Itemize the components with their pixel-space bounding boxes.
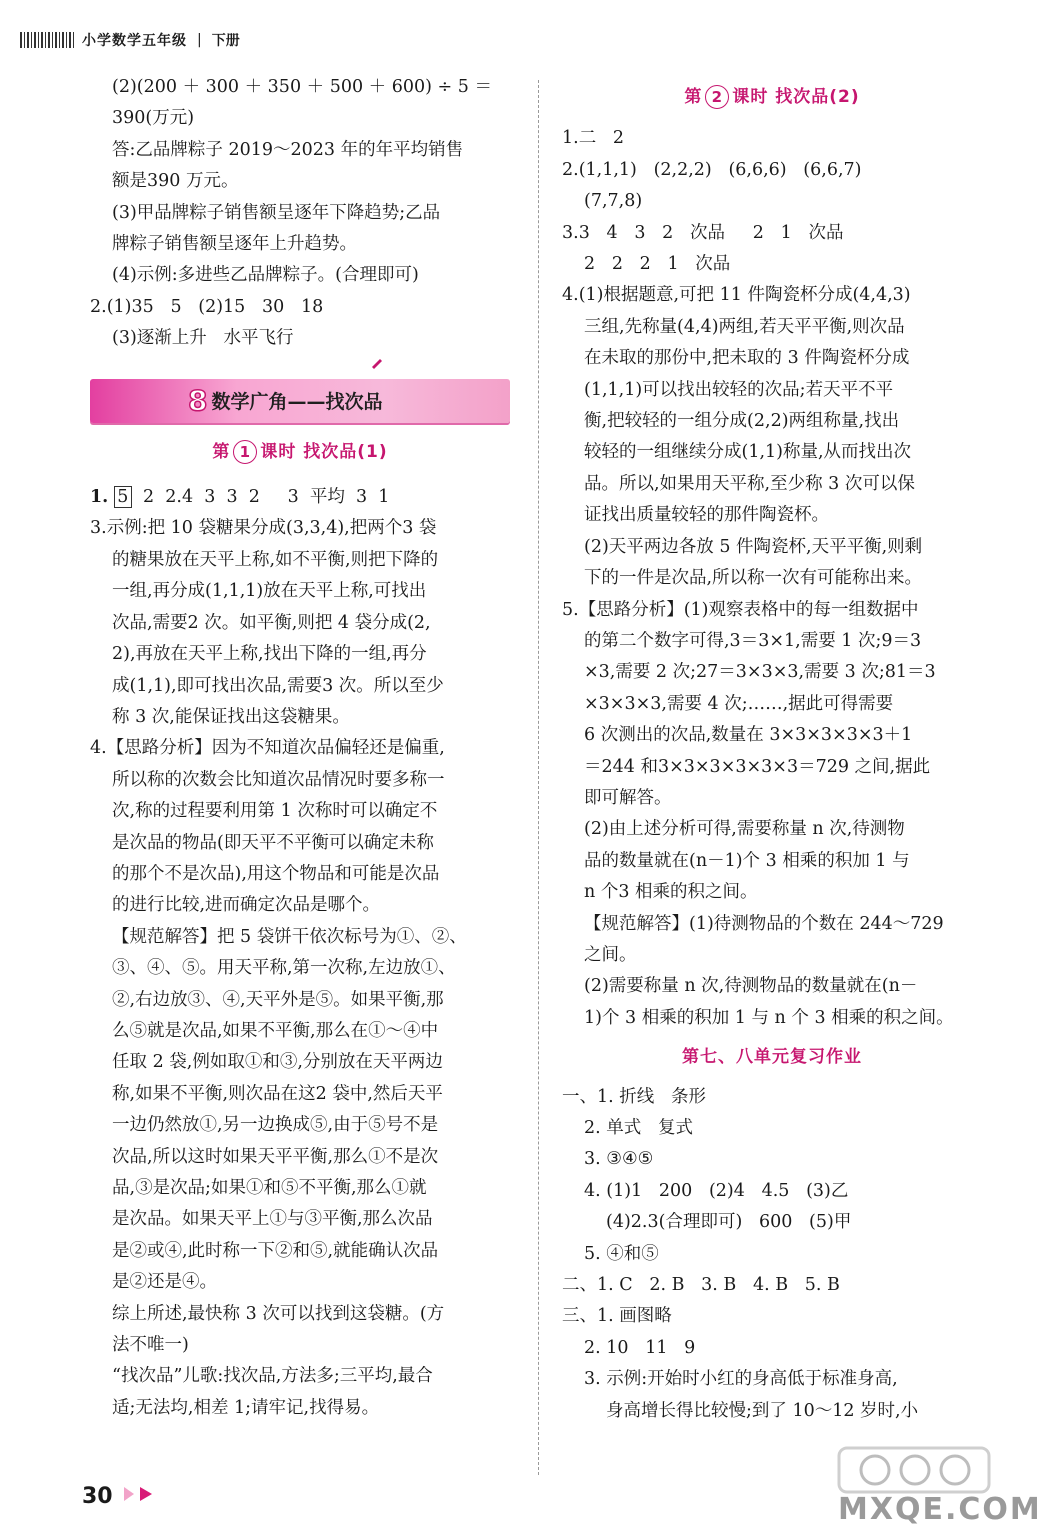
answer-line: 较轻的一组继续分成(1,1)称量,从而找出次: [584, 442, 912, 463]
answer-line: 在未取的那份中,把未取的 3 件陶瓷杯分成: [584, 348, 910, 369]
answer-line: 成(1,1),即可找出次品,需要3 次。所以至少: [112, 675, 444, 696]
lesson-1-title: [90, 437, 510, 468]
answer-line: ③、④、⑤。用天平称,第一次称,左边放①、: [112, 958, 456, 979]
page-header: [20, 28, 240, 52]
answer-line: 任取 2 袋,例如取①和③,分别放在天平两边: [112, 1052, 443, 1073]
review-line: 一、1. 折线 条形: [562, 1086, 706, 1107]
answer-line: 6 次测出的次品,数量在 3×3×3×3×3＋1: [584, 725, 913, 746]
answer-line: “找次品”儿歌:找次品,方法多;三平均,最合: [112, 1366, 433, 1387]
lesson-1-number: 1: [233, 440, 257, 464]
lesson-2-post: 课时 找次品(2): [732, 87, 860, 107]
answer-line: 的那个不是次品),用这个物品和可能是次品: [112, 863, 440, 884]
answer-line: 额是390 万元。: [112, 171, 239, 192]
answer-line: 品。所以,如果用天平称,至少称 3 次可以保: [584, 473, 915, 494]
header-separator: |: [197, 32, 202, 48]
answer-line: 是②还是④。: [112, 1272, 217, 1293]
right-column: [562, 72, 982, 1427]
answer-line: (2)天平两边各放 5 件陶瓷杯,天平平衡,则剩: [584, 536, 923, 557]
book-title: 小学数学五年级: [82, 33, 187, 49]
answer-line: 2),再放在天平上称,找出下降的一组,再分: [112, 644, 427, 665]
book-volume: 下册: [211, 33, 240, 49]
answer-line: 次品,需要2 次。如平衡,则把 4 袋分成(2,: [112, 612, 431, 633]
answer-line: (3)逐渐上升 水平飞行: [112, 328, 294, 349]
lesson-2-number: 2: [705, 85, 729, 109]
answer-line: 3.示例:把 10 袋糖果分成(3,3,4),把两个3 袋: [90, 518, 437, 539]
answer-line: 三组,先称量(4,4)两组,若天平平衡,则次品: [584, 316, 905, 337]
answer-line: 法不唯一): [112, 1335, 189, 1356]
lesson-2-pre: 第: [684, 87, 703, 107]
review-line: 5. ④和⑤: [584, 1243, 659, 1264]
answer-line: (2)由上述分析可得,需要称量 n 次,待测物: [584, 819, 905, 840]
answer-line: 称,如果不平衡,则次品在这2 袋中,然后天平: [112, 1083, 443, 1104]
lesson-1-answer-1: [90, 482, 510, 513]
answer-line: 【规范解答】把 5 袋饼干依次标号为①、②、: [112, 926, 467, 947]
barcode-decoration: [20, 32, 74, 48]
answer-line: 下的一件是次品,所以称一次有可能称出来。: [584, 568, 923, 589]
answer-line: (3)甲品牌粽子销售额呈逐年下降趋势;乙品: [112, 202, 441, 223]
answer-line: ＝244 和3×3×3×3×3×3＝729 之间,据此: [584, 756, 931, 777]
review-line: 三、1. 画图略: [562, 1306, 672, 1327]
answer-line: 5.【思路分析】(1)观察表格中的每一组数据中: [562, 599, 919, 620]
review-line: 2. 10 11 9: [584, 1337, 696, 1358]
answer-line: 称 3 次,能保证找出这袋糖果。: [112, 706, 350, 727]
answer-line: 适;无法均,相差 1;请牢记,找得易。: [112, 1397, 380, 1418]
review-line: 身高增长得比较慢;到了 10～12 岁时,小: [606, 1400, 919, 1421]
answer-line: ×3×3×3,需要 4 次;……,据此可得需要: [584, 693, 894, 714]
review-line: 2. 单式 复式: [584, 1118, 693, 1138]
review-line: 4. (1)1 200 (2)4 4.5 (3)乙: [584, 1180, 849, 1201]
answer-line: 390(万元): [112, 108, 195, 129]
answer-line: ②,右边放③、④,天平外是⑤。如果平衡,那: [112, 989, 444, 1010]
watermark-text: MXQE.COM: [838, 1492, 1042, 1527]
answer-line: 4.【思路分析】因为不知道次品偏轻还是偏重,: [90, 738, 445, 759]
review-line: 二、1. C 2. B 3. B 4. B 5. B: [562, 1275, 840, 1296]
answer-line: 1.二 2: [562, 128, 625, 149]
review-line: 3. ③④⑤: [584, 1149, 654, 1170]
answer-line: 4.(1)根据题意,可把 11 件陶瓷杯分成(4,4,3): [562, 285, 911, 306]
answer-line: 综上所述,最快称 3 次可以找到这袋糖。(方: [112, 1303, 445, 1324]
answer-line: 次品,所以这时如果天平平衡,那么①不是次: [112, 1146, 439, 1167]
answer-line: 品的数量就在(n－1)个 3 相乘的积加 1 与: [584, 850, 910, 871]
lesson-2-title: [562, 82, 982, 113]
lesson-1-answers: [90, 513, 510, 1424]
answer-line: 答:乙品牌粽子 2019～2023 年的年平均销售: [112, 139, 464, 160]
answer-line: 么⑤就是次品,如果不平衡,那么在①～④中: [112, 1020, 439, 1041]
answer-line: 一边仍然放①,另一边换成⑤,由于⑤号不是: [112, 1115, 439, 1136]
answer-line: (2)(200 ＋ 300 ＋ 350 ＋ 500 ＋ 600) ÷ 5 ＝: [112, 77, 492, 97]
answer-line: ×3,需要 2 次;27＝3×3×3,需要 3 次;81＝3: [584, 662, 936, 683]
answer-line: 牌粽子销售额呈逐年上升趋势。: [112, 234, 357, 255]
left-answers-top: [90, 72, 510, 355]
review-line: 3. 示例:开始时小红的身高低于标准身高,: [584, 1369, 898, 1390]
review-title: 第七、八单元复习作业: [682, 1047, 862, 1068]
column-divider: [538, 80, 539, 1475]
review-answers: [562, 1082, 982, 1427]
lesson-1-post: 课时 找次品(1): [260, 441, 388, 462]
left-column: [90, 72, 510, 1424]
answer-line: 次,称的过程要利用第 1 次称时可以确定不: [112, 801, 438, 822]
answer-line: n 个3 相乘的积之间。: [584, 882, 758, 903]
answer-line: 的进行比较,进而确定次品是哪个。: [112, 895, 381, 916]
answer-line: 是次品的物品(即天平不平衡可以确定未称: [112, 832, 434, 853]
answer-line: 的糖果放在天平上称,如不平衡,则把下降的: [112, 549, 439, 570]
answer-line: 即可解答。: [584, 787, 672, 808]
lesson-1-pre: 第: [212, 441, 231, 462]
page-number: 30: [82, 1484, 113, 1509]
answer-line: 2 2 2 1 次品: [584, 254, 731, 275]
answer-line: 一组,再分成(1,1,1)放在天平上称,可找出: [112, 581, 427, 602]
answer-line: 证找出质量较轻的那件陶瓷杯。: [584, 505, 829, 526]
unit-title: 数学广角——找次品: [211, 390, 383, 413]
answer-line: 2.(1,1,1) (2,2,2) (6,6,6) (6,6,7): [562, 159, 862, 180]
answer-line: (4)示例:多进些乙品牌粽子。(合理即可): [112, 265, 419, 286]
unit-banner: [90, 379, 510, 423]
unit-number: 8: [188, 383, 208, 417]
answer-line: 的第二个数字可得,3＝3×1,需要 1 次;9＝3: [584, 630, 922, 651]
review-line: (4)2.3(合理即可) 600 (5)甲: [606, 1212, 852, 1233]
answer-line: 之间。: [584, 944, 637, 965]
boxed-answer: 5: [114, 486, 132, 508]
answer-line: (7,7,8): [584, 191, 643, 212]
page-arrows-icon: [122, 1484, 172, 1504]
answer-line: 2.(1)35 5 (2)15 30 18: [90, 296, 324, 317]
q1-answers: 2 2.4 3 3 2 3 平均 3 1: [131, 487, 390, 508]
q1-number: 1.: [90, 487, 109, 508]
answer-line: 衡,把较轻的一组分成(2,2)两组称量,找出: [584, 411, 900, 432]
answer-line: 品,③是次品;如果①和⑤不平衡,那么①就: [112, 1178, 427, 1198]
answer-line: 3.3 4 3 2 次品 2 1 次品: [562, 222, 844, 243]
answer-line: 1)个 3 相乘的积加 1 与 n 个 3 相乘的积之间。: [584, 1007, 954, 1028]
answer-line: 所以称的次数会比知道次品情况时要多称一: [112, 769, 445, 790]
answer-line: (2)需要称量 n 次,待测物品的数量就在(n－: [584, 976, 918, 997]
answer-line: 是②或④,此时称一下②和⑤,就能确认次品: [112, 1240, 439, 1261]
pen-doodle-icon: [370, 355, 384, 369]
lesson-2-answers: [562, 123, 982, 1034]
answer-line: 是次品。如果天平上①与③平衡,那么次品: [112, 1209, 433, 1230]
answer-line: (1,1,1)可以找出较轻的次品;若天平不平: [584, 379, 894, 400]
answer-line: 【规范解答】(1)待测物品的个数在 244～729: [584, 913, 944, 934]
